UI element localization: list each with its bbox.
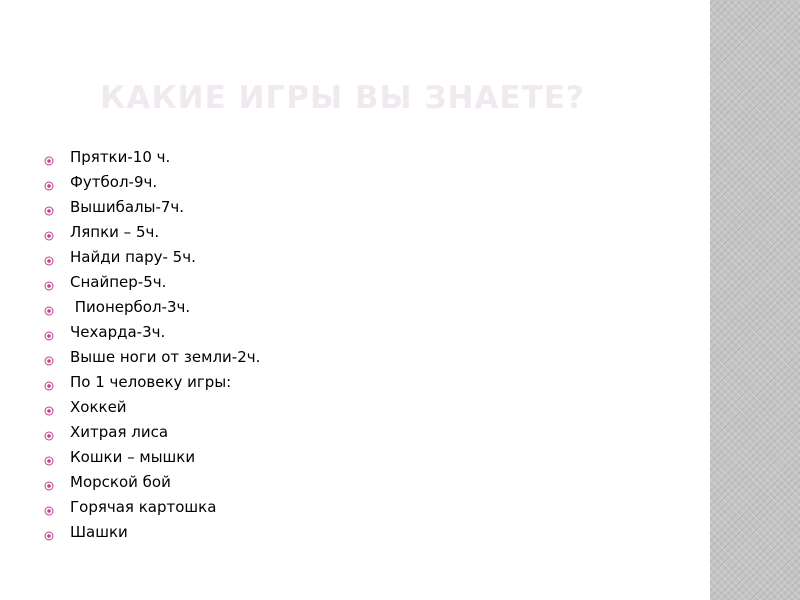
list-item-text: Морской бой xyxy=(70,472,171,491)
circle-bullet-icon xyxy=(44,202,54,212)
list-item-text: Футбол-9ч. xyxy=(70,172,158,191)
circle-bullet-icon xyxy=(44,402,54,412)
circle-bullet-icon xyxy=(44,227,54,237)
list-item xyxy=(44,219,260,244)
list-item xyxy=(44,294,260,319)
circle-bullet-icon xyxy=(44,177,54,187)
list-item-text: Хитрая лиса xyxy=(70,422,169,441)
circle-bullet-icon xyxy=(44,477,54,487)
list-item-text: Снайпер-5ч. xyxy=(70,272,167,291)
list-item xyxy=(44,269,260,294)
list-item xyxy=(44,444,260,469)
circle-bullet-icon xyxy=(44,452,54,462)
circle-bullet-icon xyxy=(44,252,54,262)
circle-bullet-icon xyxy=(44,502,54,512)
list-item xyxy=(44,169,260,194)
list-item-text: Пионербол-3ч. xyxy=(70,297,191,316)
list-item-text: Прятки-10 ч. xyxy=(70,147,171,166)
circle-bullet-icon xyxy=(44,327,54,337)
circle-bullet-icon xyxy=(44,352,54,362)
list-item-text: По 1 человеку игры: xyxy=(70,372,232,391)
list-item-text: Ляпки – 5ч. xyxy=(70,222,160,241)
list-item xyxy=(44,369,260,394)
list-item-text: Вышибалы-7ч. xyxy=(70,197,185,216)
list-item xyxy=(44,394,260,419)
list-item xyxy=(44,319,260,344)
circle-bullet-icon xyxy=(44,427,54,437)
list-item xyxy=(44,344,260,369)
list-item xyxy=(44,244,260,269)
circle-bullet-icon xyxy=(44,377,54,387)
list-item xyxy=(44,519,260,544)
list-item-text: Выше ноги от земли-2ч. xyxy=(70,347,261,366)
circle-bullet-icon xyxy=(44,302,54,312)
decorative-side-panel xyxy=(710,0,800,600)
list-item xyxy=(44,194,260,219)
bullet-list xyxy=(44,144,260,544)
circle-bullet-icon xyxy=(44,277,54,287)
list-item-text: Чехарда-3ч. xyxy=(70,322,166,341)
list-item-text: Горячая картошка xyxy=(70,497,217,516)
list-item xyxy=(44,419,260,444)
circle-bullet-icon xyxy=(44,152,54,162)
list-item xyxy=(44,144,260,169)
list-item xyxy=(44,494,260,519)
circle-bullet-icon xyxy=(44,527,54,537)
list-item xyxy=(44,469,260,494)
list-item-text: Хоккей xyxy=(70,397,127,416)
list-item-text: Кошки – мышки xyxy=(70,447,196,466)
list-item-text: Найди пару- 5ч. xyxy=(70,247,196,266)
slide-title: КАКИЕ ИГРЫ ВЫ ЗНАЕТЕ? xyxy=(100,80,585,116)
list-item-text: Шашки xyxy=(70,522,128,541)
